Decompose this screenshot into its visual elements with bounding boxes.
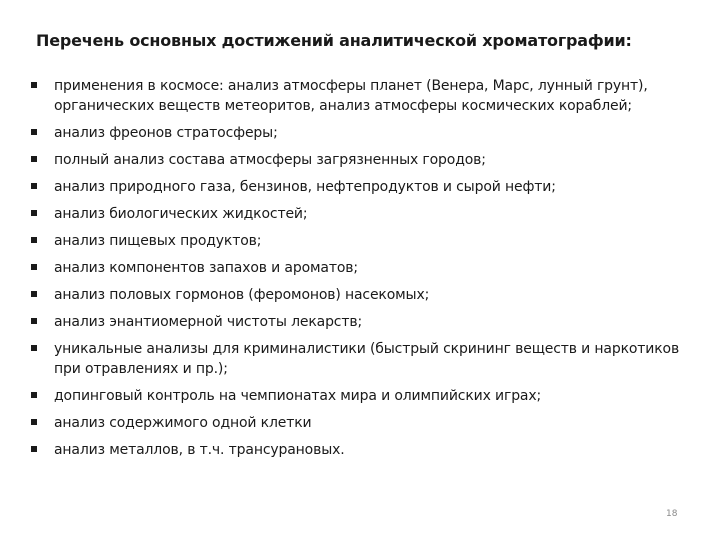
square-bullet-icon bbox=[31, 82, 37, 88]
list-item bbox=[30, 386, 695, 406]
page-number: 18 bbox=[666, 509, 678, 519]
square-bullet-icon bbox=[31, 183, 37, 189]
square-bullet-icon bbox=[31, 345, 37, 351]
list-item-text: анализ компонентов запахов и ароматов; bbox=[54, 260, 358, 276]
list-item-text: анализ природного газа, бензинов, нефтепродуктов и сырой нефти; bbox=[54, 179, 556, 195]
list-item-text: анализ половых гормонов (феромонов) насекомых; bbox=[54, 287, 430, 303]
list-item bbox=[30, 76, 695, 116]
square-bullet-icon bbox=[31, 318, 37, 324]
list-item bbox=[30, 150, 695, 170]
achievements-list bbox=[30, 76, 695, 467]
list-item bbox=[30, 285, 695, 305]
square-bullet-icon bbox=[31, 392, 37, 398]
list-item bbox=[30, 312, 695, 332]
square-bullet-icon bbox=[31, 156, 37, 162]
list-item bbox=[30, 123, 695, 143]
list-item-text: анализ фреонов стратосферы; bbox=[54, 125, 278, 141]
square-bullet-icon bbox=[31, 291, 37, 297]
list-item bbox=[30, 413, 695, 433]
list-item-text: анализ биологических жидкостей; bbox=[54, 206, 308, 222]
list-item bbox=[30, 231, 695, 251]
list-item bbox=[30, 258, 695, 278]
square-bullet-icon bbox=[31, 419, 37, 425]
list-item-text: анализ металлов, в т.ч. трансурановых. bbox=[54, 442, 345, 458]
square-bullet-icon bbox=[31, 237, 37, 243]
list-item bbox=[30, 339, 695, 379]
list-item-text: полный анализ состава атмосферы загрязненных городов; bbox=[54, 152, 486, 168]
list-item-text: анализ энантиомерной чистоты лекарств; bbox=[54, 314, 363, 330]
square-bullet-icon bbox=[31, 129, 37, 135]
square-bullet-icon bbox=[31, 446, 37, 452]
list-item bbox=[30, 440, 695, 460]
list-item-text: уникальные анализы для криминалистики (быстрый скрининг веществ и наркотиков при отравлениях и пр.); bbox=[54, 341, 680, 377]
list-item bbox=[30, 204, 695, 224]
list-item-text: применения в космосе: анализ атмосферы планет (Венера, Марс, лунный грунт), органических веществ метеоритов, анализ атмосферы космических кораблей; bbox=[54, 78, 648, 114]
slide-title: Перечень основных достижений аналитической хроматографии: bbox=[36, 31, 632, 50]
list-item-text: анализ содержимого одной клетки bbox=[54, 415, 312, 431]
list-item-text: анализ пищевых продуктов; bbox=[54, 233, 262, 249]
square-bullet-icon bbox=[31, 210, 37, 216]
list-item bbox=[30, 177, 695, 197]
square-bullet-icon bbox=[31, 264, 37, 270]
list-item-text: допинговый контроль на чемпионатах мира и олимпийских играх; bbox=[54, 388, 542, 404]
